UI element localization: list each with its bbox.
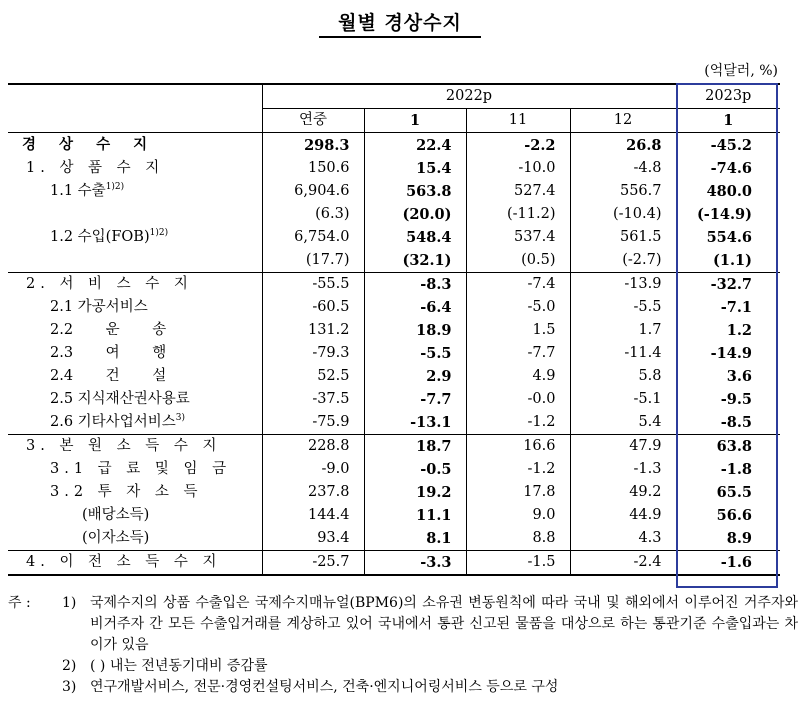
table-cell: -13.9 [570,273,676,297]
table-cell: 11.1 [364,504,466,527]
row-label [8,551,262,576]
table-row [8,180,780,203]
header-col-jan-2023: 1 [676,109,780,133]
table-row [8,342,780,365]
table-cell: 298.3 [262,133,364,158]
table-cell: 1.5 [466,319,570,342]
table-row [8,481,780,504]
row-label-text: 3. 본 원 소 득 수 지 [26,438,222,454]
table-cell: -1.2 [466,411,570,435]
table-cell: 47.9 [570,435,676,459]
table-cell: 144.4 [262,504,364,527]
table-cell: 6,754.0 [262,226,364,249]
table-cell: 18.7 [364,435,466,459]
footnote-2 [8,656,798,677]
row-label [8,411,262,435]
footnote-1 [8,593,798,656]
table-row [8,458,780,481]
table-cell: 15.4 [364,157,466,180]
header-col-annual: 연중 [262,109,364,133]
table-cell: -6.4 [364,296,466,319]
table-cell: -13.1 [364,411,466,435]
table-cell: -1.5 [466,551,570,576]
table-cell: -1.2 [466,458,570,481]
table-cell: (-10.4) [570,203,676,226]
row-label-text: 3.2 투 자 소 득 [50,484,203,500]
table-row [8,435,780,459]
table-cell: -7.7 [466,342,570,365]
row-label [8,319,262,342]
table-cell: (1.1) [713,252,752,269]
table-cell: -2.2 [466,133,570,158]
table-cell: -7.1 [720,299,752,316]
footnote-ref: 1)2) [149,228,169,238]
footnote-text: ( ) 내는 전년동기대비 증감률 [90,658,268,674]
table-row [8,527,780,551]
table-row [8,226,780,249]
row-label [8,388,262,411]
row-label [8,365,262,388]
table-cell: -7.4 [466,273,570,297]
table-cell: (17.7) [262,249,364,273]
row-label-text: 2.2 운 송 [50,322,167,338]
row-label [8,180,262,203]
row-label-text: 3.1 급 료 및 임 금 [50,461,232,477]
table-cell: -75.9 [262,411,364,435]
table-row [8,133,780,158]
table-cell: 49.2 [570,481,676,504]
table-cell: 93.4 [262,527,364,551]
row-label-text: 2.5 지식재산권사용료 [50,391,190,407]
table-cell: -8.3 [364,273,466,297]
table-cell: -55.5 [262,273,364,297]
table-cell: -0.5 [364,458,466,481]
row-label [8,203,262,226]
table-cell: -7.7 [364,388,466,411]
footnotes [8,593,798,698]
table-cell: 9.0 [466,504,570,527]
row-label-text: 2.3 여 행 [50,345,167,361]
row-label [8,133,262,158]
footnote-ref: 1)2) [105,182,125,192]
header-col-jan-2022: 1 [364,109,466,133]
table-row [8,157,780,180]
row-label [8,157,262,180]
table-cell: (6.3) [262,203,364,226]
unit-label: (억달러, %) [704,63,778,79]
table-cell: 6,904.6 [262,180,364,203]
table-cell: 554.6 [706,229,752,246]
table-cell: -45.2 [676,133,780,158]
table-cell: -3.3 [364,551,466,576]
row-label-text: 1. 상 품 수 지 [26,160,165,176]
table-cell: 548.4 [364,226,466,249]
header-col-dec: 12 [570,109,676,133]
table-cell: -0.0 [466,388,570,411]
header-row-months [8,109,780,133]
table-cell: -11.4 [570,342,676,365]
row-label-text: 2.6 기타사업서비스 [50,414,176,430]
row-label [8,296,262,319]
table-cell: (32.1) [364,249,466,273]
row-label [8,226,262,249]
table-cell: -5.1 [570,388,676,411]
table-row [8,296,780,319]
table-cell: -1.8 [720,461,752,478]
row-label-text: (배당소득) [82,507,150,523]
footnote-text: 국제수지의 상품 수출입은 국제수지매뉴얼(BPM6)의 소유권 변동원칙에 따라 국내 및 해외에서 이루어진 거주자와 비거주자 간 모든 수출입거래를 계상하고 있어 국내에서 통관 신고된 물품을 대상으로 하는 통관기준 수출입과는 차이가 있음 [90,595,798,653]
header-row-years [8,84,780,109]
table-cell: 19.2 [364,481,466,504]
table-cell: 16.6 [466,435,570,459]
footnote-ref: 3) [175,413,185,423]
row-label-text: 4. 이 전 소 득 수 지 [26,554,222,570]
row-label [8,273,262,297]
footnote-prefix: 주 : [8,595,31,611]
footnote-number: 1) [62,595,77,611]
table-cell: -5.0 [466,296,570,319]
table-cell: -79.3 [262,342,364,365]
table-cell: 18.9 [364,319,466,342]
table-body [8,133,780,576]
table-cell: -60.5 [262,296,364,319]
table-cell: -1.3 [570,458,676,481]
current-account-table [8,83,780,576]
header-empty-cell [8,84,262,109]
table-cell: -14.9 [710,345,752,362]
table-row [8,388,780,411]
header-2023: 2023p [676,84,780,109]
table-cell: 17.8 [466,481,570,504]
row-label-text: 경 상 수 지 [22,136,157,153]
table-cell: 26.8 [570,133,676,158]
table-cell: -10.0 [466,157,570,180]
table-row [8,319,780,342]
table-cell: 1.2 [726,322,752,339]
table-row [8,365,780,388]
table-cell: 131.2 [262,319,364,342]
row-label-text: 2.4 건 설 [50,368,167,384]
table-cell: 5.8 [570,365,676,388]
table-cell: -74.6 [710,160,752,177]
table-row [8,504,780,527]
table-cell: 563.8 [364,180,466,203]
table-cell: (-2.7) [570,249,676,273]
table-cell: 228.8 [262,435,364,459]
header-empty-cell [8,109,262,133]
table-cell: 4.9 [466,365,570,388]
table-cell: (-14.9) [696,206,752,223]
table-cell: -37.5 [262,388,364,411]
table-row [8,273,780,297]
table-cell: -25.7 [262,551,364,576]
page-title: 월별 경상수지 [338,12,462,34]
table-cell: 237.8 [262,481,364,504]
row-label-text: 2. 서 비 스 수 지 [26,276,193,292]
row-label-text: 1.1 수출 [50,183,106,199]
table-cell: 2.9 [364,365,466,388]
row-label [8,458,262,481]
table-cell: 527.4 [466,180,570,203]
table-cell: 561.5 [570,226,676,249]
table-cell: 8.1 [364,527,466,551]
footnote-text: 연구개발서비스, 전문·경영컨설팅서비스, 건축·엔지니어링서비스 등으로 구성 [90,679,559,695]
table-cell: 65.5 [716,484,752,501]
table-cell: 52.5 [262,365,364,388]
table-cell: -1.6 [676,551,780,576]
table-cell: -2.4 [570,551,676,576]
row-label-text: 1.2 수입(FOB) [50,229,150,245]
table-cell: 3.6 [726,368,752,385]
row-label-text: (이자소득) [82,530,150,546]
table-cell: -5.5 [364,342,466,365]
row-label [8,249,262,273]
table-cell: 44.9 [570,504,676,527]
row-label [8,504,262,527]
table-row [8,249,780,273]
table-cell: (20.0) [364,203,466,226]
table-row [8,203,780,226]
table-cell: 556.7 [570,180,676,203]
table-cell: 63.8 [676,435,780,459]
table-cell: 480.0 [706,183,752,200]
table-cell: (0.5) [466,249,570,273]
header-col-nov: 11 [466,109,570,133]
table-cell: 22.4 [364,133,466,158]
table-cell: -9.0 [262,458,364,481]
table-cell: -32.7 [676,273,780,297]
table-cell: -5.5 [570,296,676,319]
table-cell: 5.4 [570,411,676,435]
table-cell: 1.7 [570,319,676,342]
table-cell: 537.4 [466,226,570,249]
footnote-number: 2) [62,658,77,674]
table-row [8,551,780,576]
header-2022: 2022p [262,84,676,109]
table-cell: 4.3 [570,527,676,551]
footnote-number: 3) [62,679,77,695]
row-label [8,481,262,504]
table-cell: -8.5 [720,414,752,431]
table-cell: 8.9 [726,530,752,547]
table-cell: 8.8 [466,527,570,551]
row-label [8,342,262,365]
row-label-text: 2.1 가공서비스 [50,299,148,315]
row-label [8,435,262,459]
title-underline [319,36,481,38]
table-cell: 150.6 [262,157,364,180]
table-cell: (-11.2) [466,203,570,226]
row-label [8,527,262,551]
footnote-3 [8,677,798,698]
table-cell: -4.8 [570,157,676,180]
table-cell: 56.6 [716,507,752,524]
table-cell: -9.5 [720,391,752,408]
table-row [8,411,780,435]
